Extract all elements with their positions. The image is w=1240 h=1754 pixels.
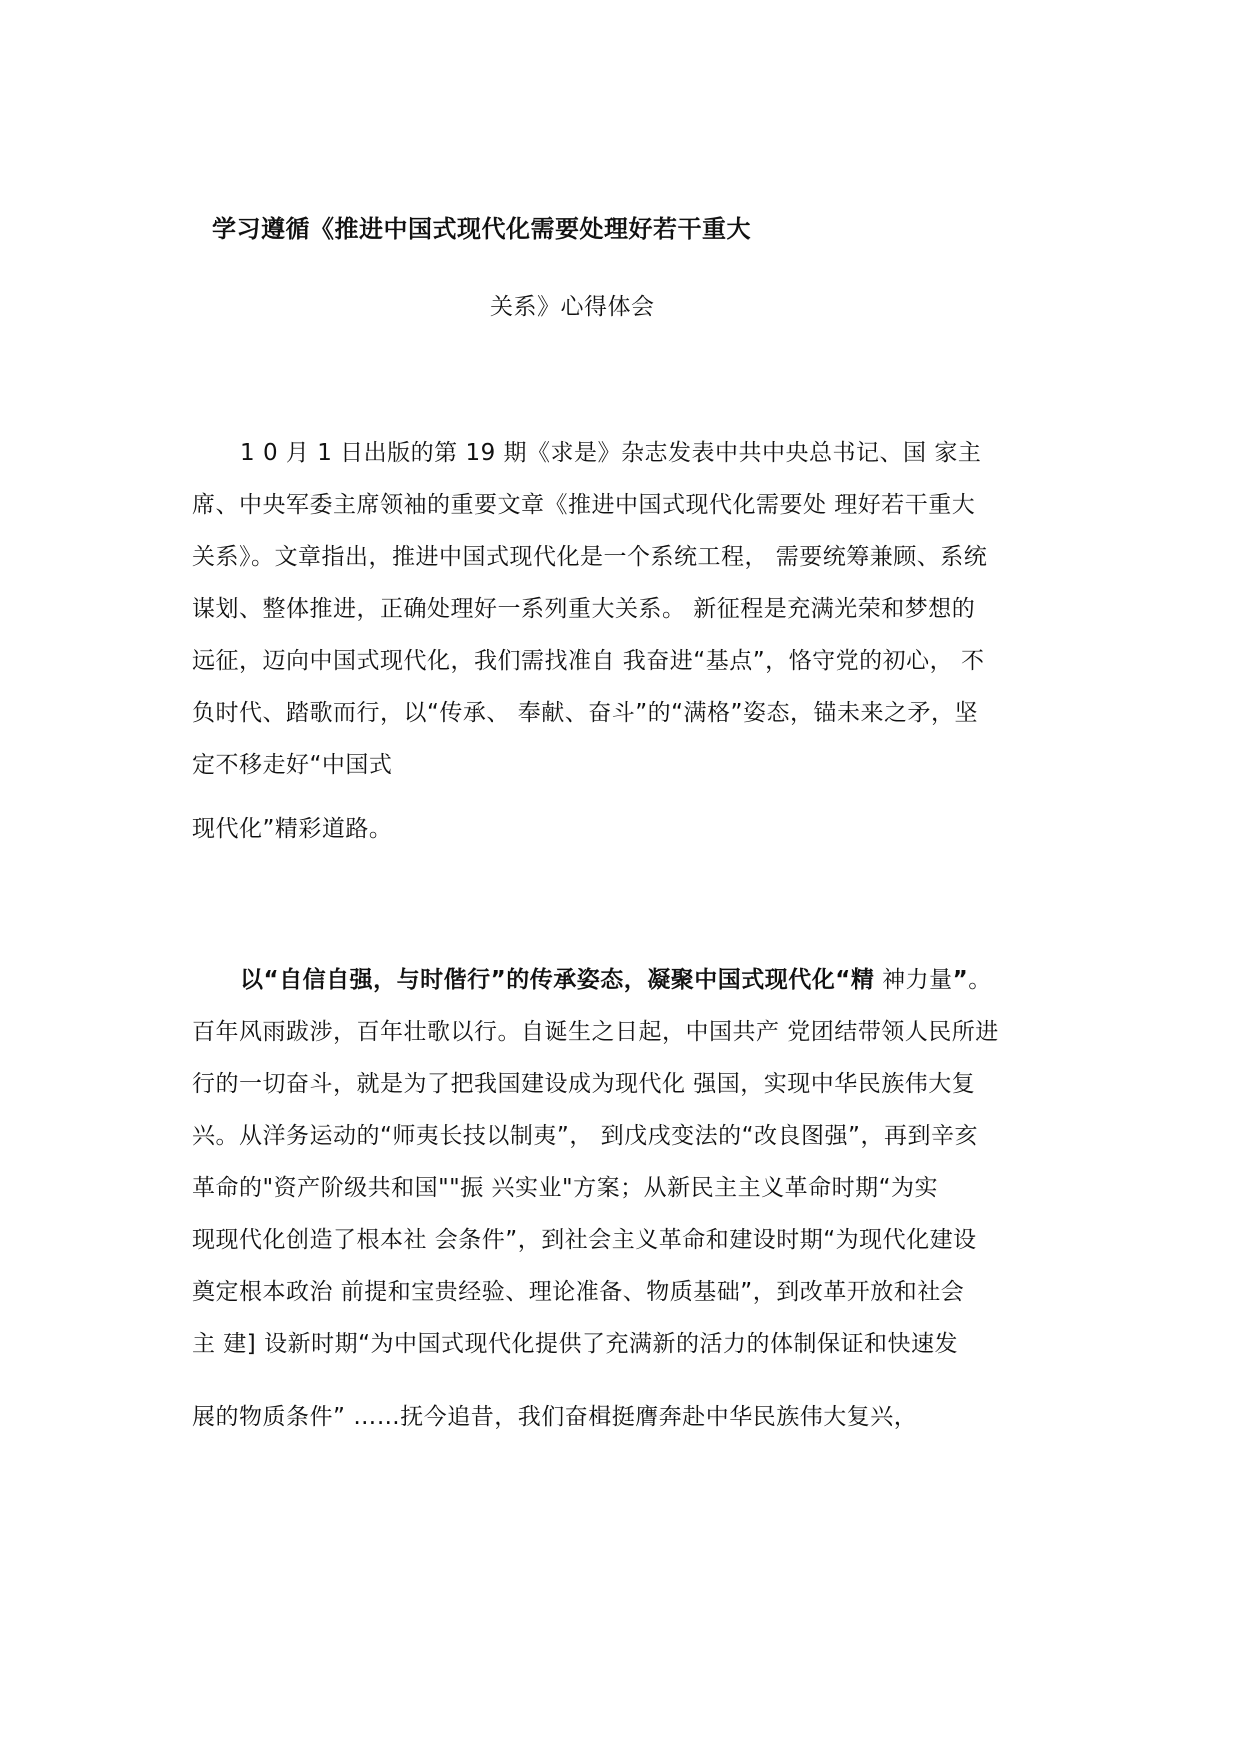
- paragraph-2-heading-bold-end: ”: [952, 967, 969, 993]
- paragraph-2-heading-normal: 神力量: [874, 967, 953, 993]
- paragraph-2-line-2: 行的一切奋斗，就是为了把我国建设成为现代化 强国，实现中华民族伟大复: [192, 1071, 976, 1097]
- paragraph-2-heading-bold: 以“自信自强，与时偕行”的传承姿态，凝聚中国式现代化“精: [240, 967, 875, 993]
- paragraph-2-line-5: 现现代化创造了根本社 会条件”，到社会主义革命和建设时期“为现代化建设: [192, 1227, 977, 1253]
- paragraph-1-line-8: 现代化”精彩道路。: [192, 816, 393, 842]
- paragraph-1-line-5: 远征，迈向中国式现代化，我们需找准自 我奋进“基点”，恪守党的初心， 不: [192, 648, 985, 674]
- paragraph-1-line-6: 负时代、踏歌而行，以“传承、 奉献、奋斗”的“满格”姿态，锚未来之矛，坚: [192, 700, 978, 726]
- paragraph-2-line-3: 兴。从洋务运动的“师夷长技以制夷”， 到戊戌变法的“改良图强”，再到辛亥: [192, 1123, 978, 1149]
- paragraph-2-line-1: 百年风雨跋涉，百年壮歌以行。自诞生之日起，中国共产 党团结带领人民所进: [192, 1019, 999, 1045]
- paragraph-2-line-8: 展的物质条件” ……抚今追昔，我们奋楫挺膺奔赴中华民族伟大复兴，: [192, 1404, 918, 1430]
- paragraph-2-line-6: 奠定根本政治 前提和宝贵经验、理论准备、物质基础”，到改革开放和社会: [192, 1279, 965, 1305]
- paragraph-2-heading: [240, 963, 992, 997]
- paragraph-1-line-4: 谋划、整体推进，正确处理好一系列重大关系。 新征程是充满光荣和梦想的: [192, 596, 976, 622]
- paragraph-1-line-1: 1 0 月 1 日出版的第 19 期《求是》杂志发表中共中央总书记、国 家主: [240, 440, 982, 466]
- paragraph-2-heading-tail: 。: [968, 967, 992, 993]
- paragraph-1-line-3: 关系》。文章指出，推进中国式现代化是一个系统工程， 需要统筹兼顾、系统: [192, 544, 988, 570]
- paragraph-2-line-4: 革命的"资产阶级共和国""振 兴实业"方案；从新民主主义革命时期“为实: [192, 1175, 939, 1201]
- paragraph-1-line-2: 席、中央军委主席领袖的重要文章《推进中国式现代化需要处 理好若干重大: [192, 492, 976, 518]
- paragraph-1-line-7: 定不移走好“中国式: [192, 752, 393, 778]
- paragraph-2-line-7: 主 建] 设新时期“为中国式现代化提供了充满新的活力的体制保证和快速发: [192, 1331, 959, 1357]
- document-title-line-1: 学习遵循《推进中国式现代化需要处理好若干重大: [212, 215, 751, 243]
- document-title-line-2: 关系》心得体会: [490, 294, 655, 320]
